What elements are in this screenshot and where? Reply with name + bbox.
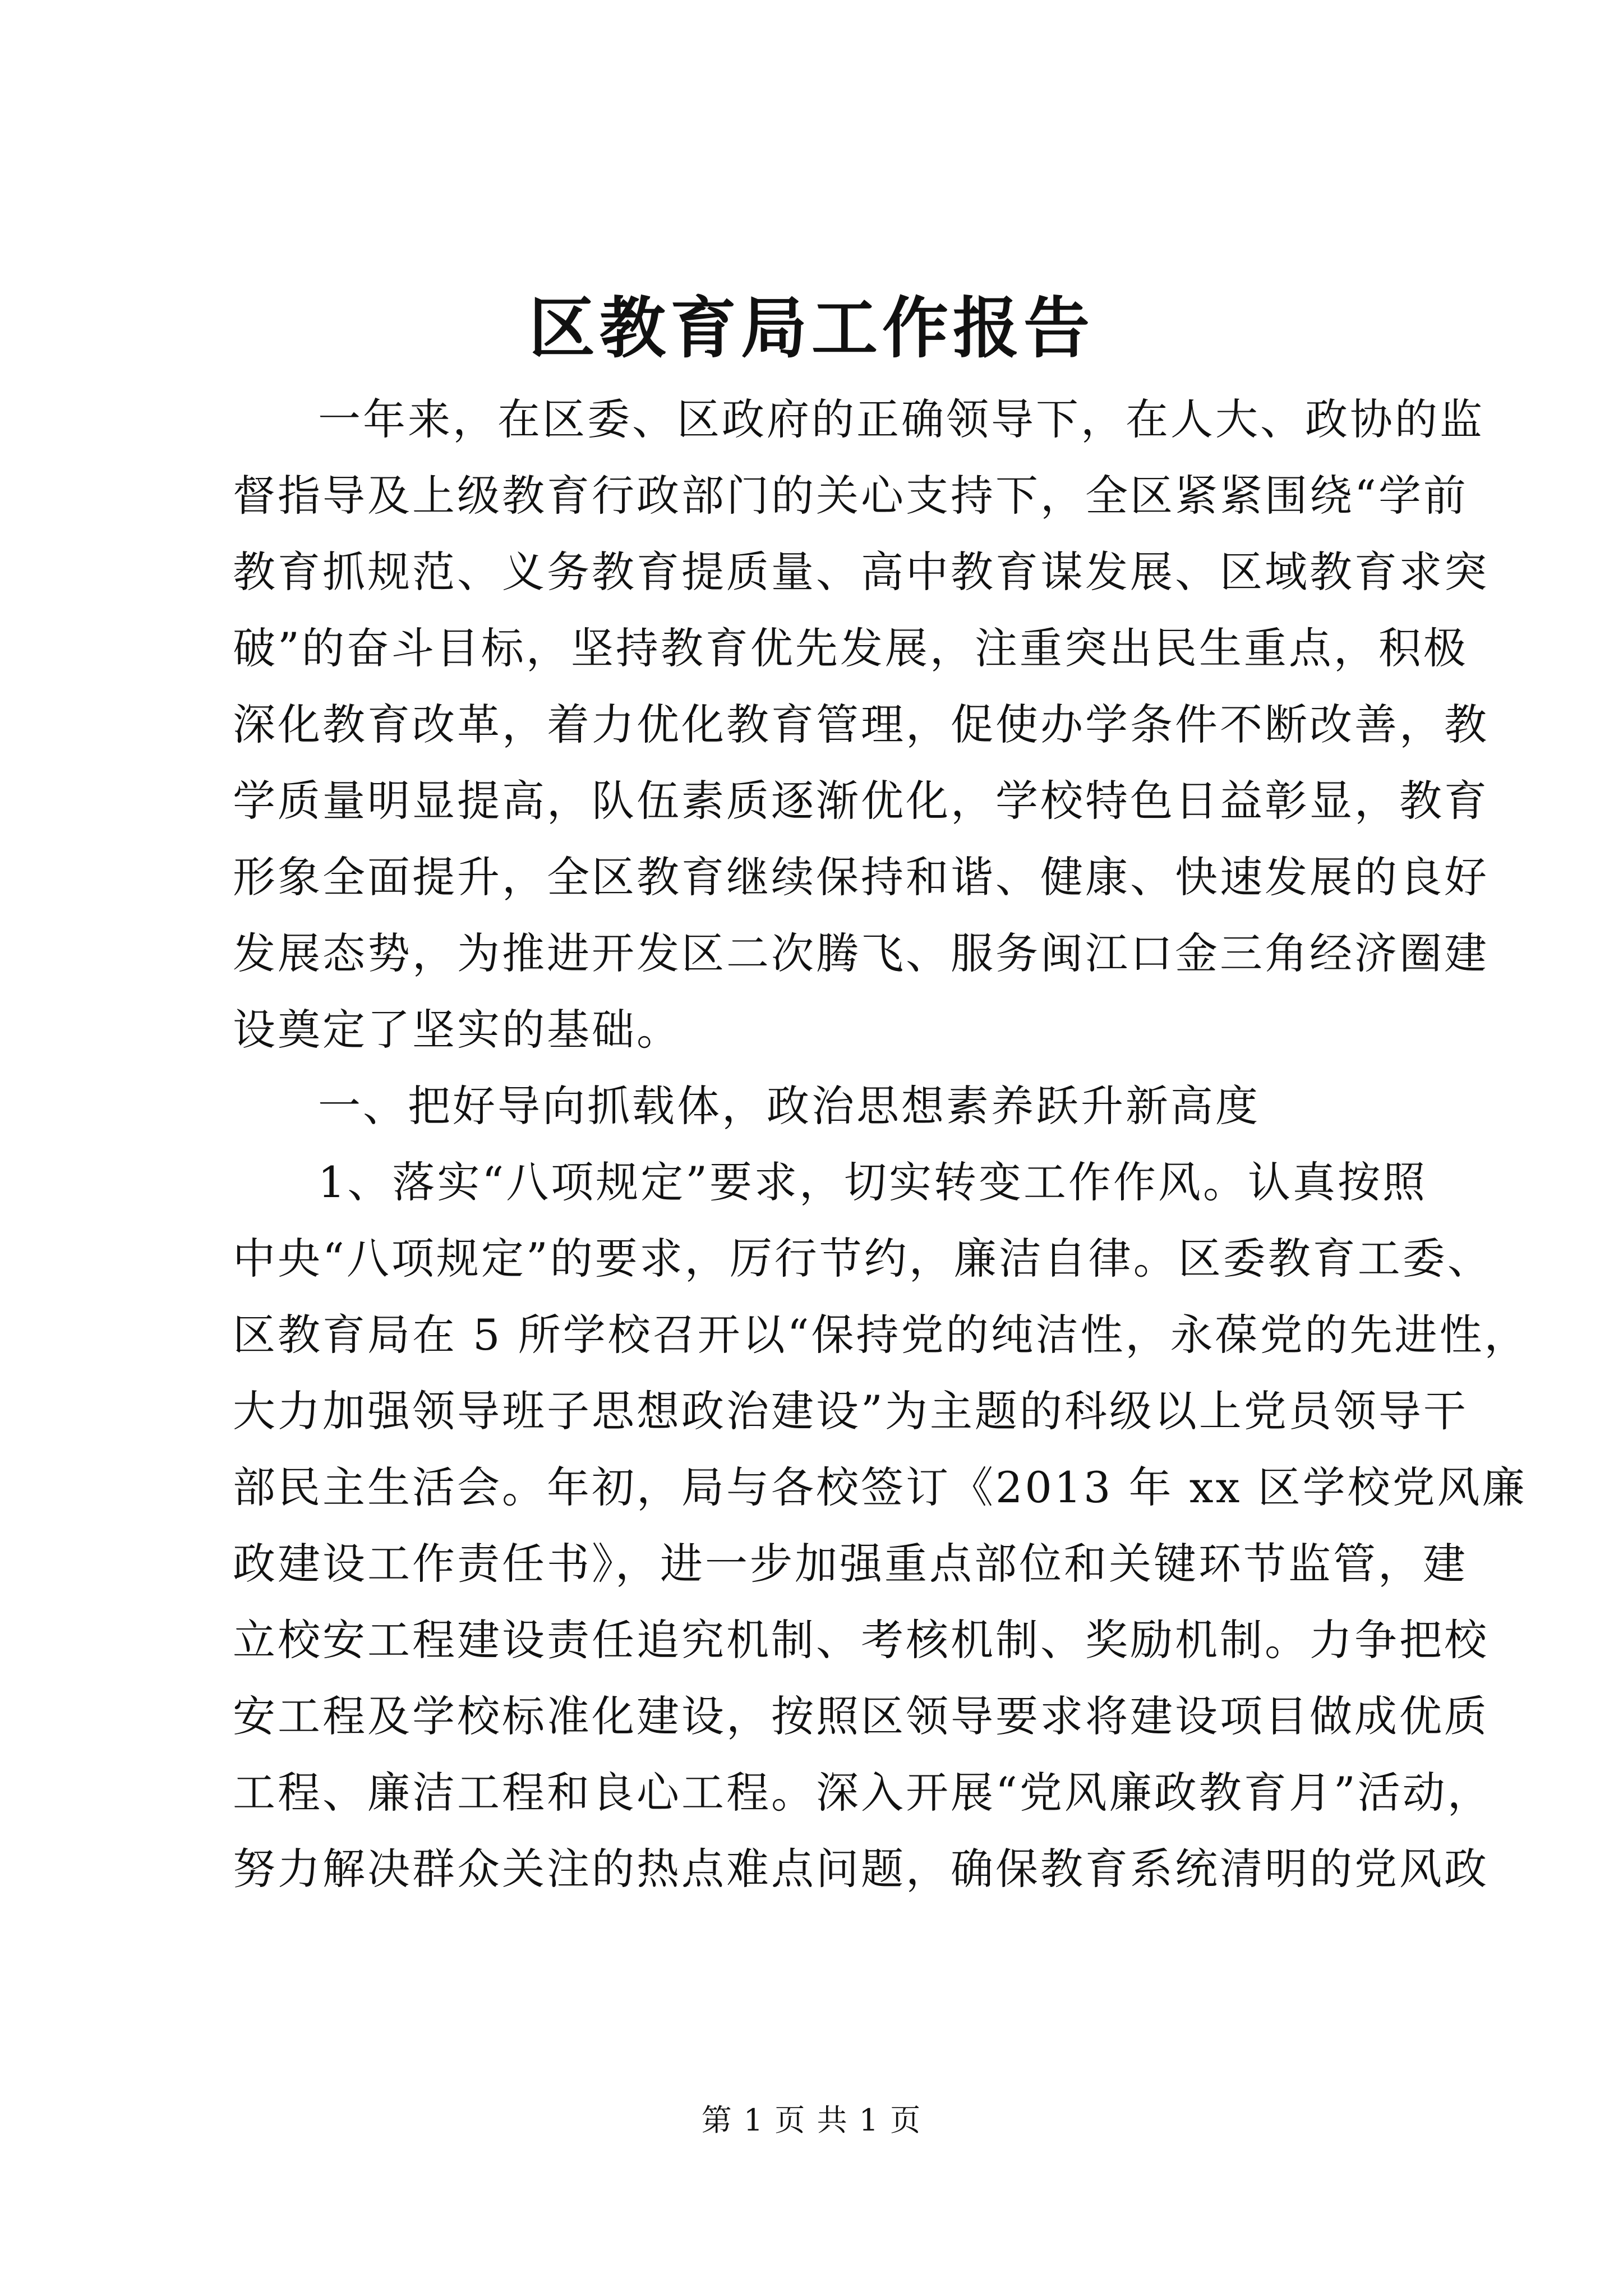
paragraph-3-line-10: 努力解决群众关注的热点难点问题，确保教育系统清明的党风政 bbox=[233, 1844, 1489, 1894]
paragraph-3-line-3: 区教育局在 5 所学校召开以“保持党的纯洁性，永葆党的先进性， bbox=[233, 1310, 1529, 1360]
page-footer: 第 1 页 共 1 页 bbox=[701, 2102, 922, 2138]
paragraph-1-line-1: 一年来，在区委、区政府的正确领导下，在人大、政协的监 bbox=[318, 394, 1484, 444]
paragraph-1-line-4: 破”的奋斗目标，坚持教育优先发展，注重突出民生重点，积极 bbox=[233, 623, 1468, 673]
paragraph-1-line-3: 教育抓规范、义务教育提质量、高中教育谋发展、区域教育求突 bbox=[233, 547, 1489, 597]
paragraph-3-line-7: 立校安工程建设责任追究机制、考核机制、奖励机制。力争把校 bbox=[233, 1615, 1489, 1665]
document-body bbox=[233, 381, 1529, 1907]
paragraph-1-line-6: 学质量明显提高，队伍素质逐渐优化，学校特色日益彰显，教育 bbox=[233, 776, 1489, 826]
paragraph-3-line-4: 大力加强领导班子思想政治建设”为主题的科级以上党员领导干 bbox=[233, 1386, 1468, 1436]
paragraph-3-line-8: 安工程及学校标准化建设，按照区领导要求将建设项目做成优质 bbox=[233, 1691, 1489, 1741]
section-heading-1: 一、把好导向抓载体，政治思想素养跃升新高度 bbox=[318, 1081, 1260, 1131]
paragraph-3-line-1: 1、落实“八项规定”要求，切实转变工作作风。认真按照 bbox=[318, 1157, 1428, 1207]
paragraph-3-line-5: 部民主生活会。年初，局与各校签订《2013 年 xx 区学校党风廉 bbox=[233, 1462, 1527, 1512]
paragraph-1-line-2: 督指导及上级教育行政部门的关心支持下，全区紧紧围绕“学前 bbox=[233, 471, 1468, 521]
paragraph-1-line-7: 形象全面提升，全区教育继续保持和谐、健康、快速发展的良好 bbox=[233, 852, 1489, 902]
paragraph-1-line-8: 发展态势，为推进开发区二次腾飞、服务闽江口金三角经济圈建 bbox=[233, 928, 1489, 978]
document-title: 区教育局工作报告 bbox=[528, 289, 1094, 367]
paragraph-3-line-9: 工程、廉洁工程和良心工程。深入开展“党风廉政教育月”活动， bbox=[233, 1768, 1492, 1818]
paragraph-1-line-9: 设奠定了坚实的基础。 bbox=[233, 1005, 681, 1055]
paragraph-3-line-6: 政建设工作责任书》，进一步加强重点部位和关键环节监管，建 bbox=[233, 1539, 1468, 1589]
paragraph-3-line-2: 中央“八项规定”的要求，厉行节约，廉洁自律。区委教育工委、 bbox=[233, 1234, 1492, 1283]
paragraph-1-line-5: 深化教育改革，着力优化教育管理，促使办学条件不断改善，教 bbox=[233, 700, 1489, 749]
